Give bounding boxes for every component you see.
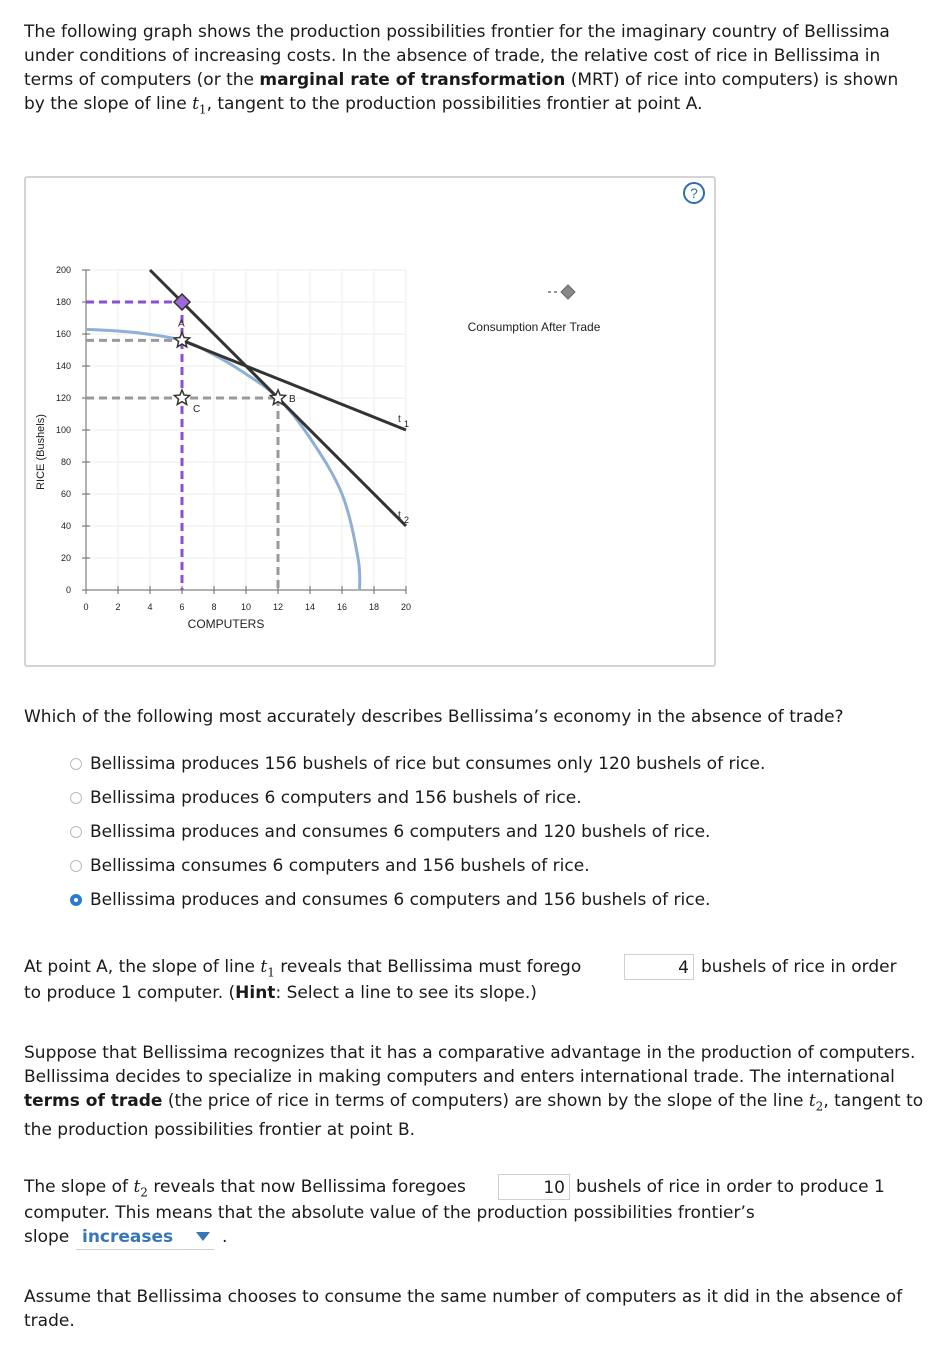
y-tick-label: 20 — [60, 553, 71, 563]
gridlines — [86, 270, 406, 590]
forego-answer-input[interactable]: 4 — [624, 954, 694, 980]
legend-consumption-after-trade[interactable] — [468, 285, 601, 334]
x-tick-label: 4 — [147, 602, 153, 612]
option-label: Bellissima produces and consumes 6 computers and 120 bushels of rice. — [90, 822, 711, 842]
radio-button[interactable] — [70, 894, 82, 906]
dropdown-selected-value: increases — [82, 1227, 174, 1247]
y-tick-label: 100 — [55, 425, 71, 435]
x-tick-label: 14 — [304, 602, 316, 612]
x-tick-label: 18 — [368, 602, 380, 612]
radio-button[interactable] — [70, 792, 82, 804]
x-tick-label: 10 — [240, 602, 252, 612]
point-C-label: C — [193, 404, 201, 415]
slope-change-dropdown[interactable] — [76, 1226, 214, 1250]
y-tick-label: 40 — [60, 521, 71, 531]
line-t2-label: t — [398, 510, 401, 521]
line-t2-ref-2: $t_2$ — [133, 1177, 148, 1200]
chevron-down-icon — [196, 1232, 210, 1241]
question3-line1-end: bushels of rice in order to produce 1 — [576, 1177, 885, 1197]
option-label: Bellissima produces 156 bushels of rice but consumes only 120 bushels of rice. — [90, 754, 766, 774]
option-label: Bellissima consumes 6 computers and 156 bushels of rice. — [90, 856, 590, 876]
hint-label: Hint — [235, 983, 276, 1003]
mrt-term: marginal rate of transformation — [259, 70, 566, 90]
intro-text-1: The following graph shows the production possibilities frontier for the imaginary country of Bellissima under conditions of increasing costs. In the absence of trade, the relative cost of rice in Bellissima in terms of computers (or the — [24, 22, 890, 90]
option-label: Bellissima produces and consumes 6 computers and 156 bushels of rice. — [90, 890, 711, 910]
intro-text-2: (MRT) of rice into computers) is shown by the slope of line — [24, 70, 899, 114]
y-tick-label: 80 — [60, 457, 71, 467]
question2-line1: At point A, the slope of line $t_1$ reveals that Bellissima must forego — [24, 957, 582, 980]
x-tick-label: 12 — [272, 602, 284, 612]
question2-line1-end: bushels of rice in order — [701, 957, 897, 977]
help-icon: ? — [690, 185, 698, 201]
question3-line1: The slope of $t_2$ reveals that now Bellissima foregoes — [24, 1177, 466, 1200]
assumption-paragraph: Assume that Bellissima chooses to consume the same number of computers as it did in the absence of trade. — [24, 1287, 903, 1331]
terms-of-trade-term: terms of trade — [24, 1091, 163, 1111]
x-tick-label: 0 — [83, 602, 89, 612]
question1-text: Which of the following most accurately describes Bellissima’s economy in the absence of trade? — [24, 707, 844, 727]
option-label: Bellissima produces 6 computers and 156 bushels of rice. — [90, 788, 582, 808]
y-axis-label: RICE (Bushels) — [35, 414, 47, 490]
radio-button[interactable] — [70, 860, 82, 872]
x-tick-label: 2 — [115, 602, 121, 612]
line-t2-sub: 2 — [404, 515, 410, 525]
point-A-label: A — [178, 318, 185, 330]
question3-line3-prefix: slope — [24, 1227, 70, 1247]
comparative-advantage-paragraph: Suppose that Bellissima recognizes that it has a comparative advantage in the production of computers. Bellissima decides to specialize in making computers and enters international trade. The international terms of trade (the price of rice in terms of computers) are shown by the slope of the line $t_2$, tangent to the production possibilities frontier at point B. — [24, 1043, 924, 1141]
ppf-curve — [86, 329, 360, 590]
intro-text-3: , tangent to the production possibilities frontier at point A. — [206, 94, 703, 114]
x-tick-label: 6 — [179, 602, 185, 612]
y-tick-label: 180 — [55, 297, 71, 307]
line-t2-ref: $t_2$ — [808, 1091, 824, 1114]
point-A — [174, 332, 189, 346]
legend-label: Consumption After Trade — [467, 320, 601, 334]
x-axis-label: COMPUTERS — [187, 617, 265, 631]
point-C — [174, 390, 189, 404]
y-tick-label: 200 — [55, 265, 71, 275]
radio-button[interactable] — [70, 826, 82, 838]
line-t1-sub: 1 — [404, 419, 410, 429]
question2-line2: to produce 1 computer. (Hint: Select a line to see its slope.) — [24, 983, 537, 1003]
y-tick-label: 60 — [60, 489, 71, 499]
x-tick-label: 16 — [336, 602, 348, 612]
x-tick-label: 20 — [400, 602, 412, 612]
line-t1-label: t — [398, 414, 401, 425]
legend-diamond-icon — [561, 285, 575, 299]
y-tick-label: 120 — [55, 393, 71, 403]
line-t1-ref: $t_1$ — [192, 94, 207, 117]
radio-button[interactable] — [70, 758, 82, 770]
question3-line3-suffix: . — [222, 1227, 228, 1247]
question3-line2: computer. This means that the absolute value of the production possibilities frontier’s — [24, 1203, 755, 1223]
forego-after-trade-input[interactable]: 10 — [498, 1174, 570, 1200]
y-tick-label: 140 — [55, 361, 71, 371]
point-B-label: B — [289, 394, 296, 405]
y-tick-label: 0 — [65, 585, 71, 595]
y-tick-label: 160 — [55, 329, 71, 339]
x-tick-label: 8 — [211, 602, 217, 612]
line-t1-ref-2: $t_1$ — [260, 957, 275, 980]
